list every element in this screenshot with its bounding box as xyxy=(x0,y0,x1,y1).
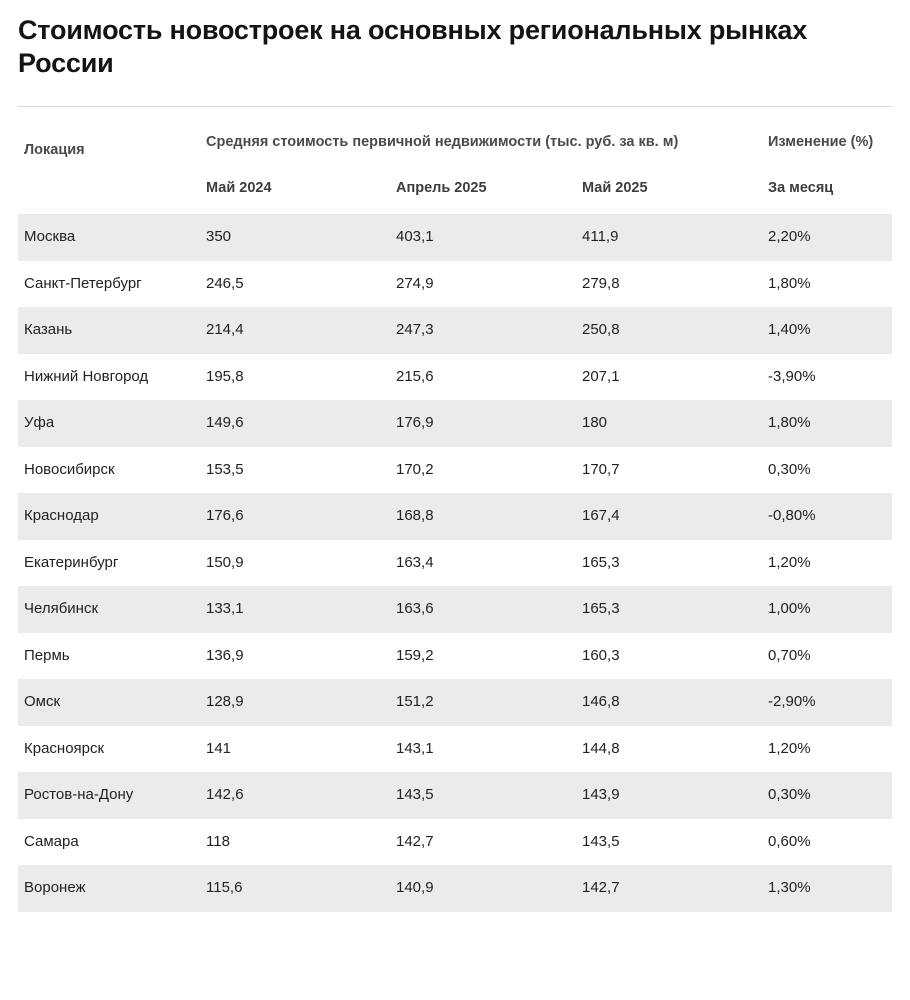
column-header-change-group: Изменение (%) xyxy=(768,133,874,150)
column-header-price-group: Средняя стоимость первичной недвижимости (тыс. руб. за кв. м) xyxy=(206,133,679,150)
cell-change: 1,20% xyxy=(768,739,811,757)
table-row xyxy=(18,447,892,494)
cell-may2025: 207,1 xyxy=(582,367,620,385)
cell-may2024: 214,4 xyxy=(206,307,396,354)
cell-change: -3,90% xyxy=(768,367,816,385)
cell-apr2025: 215,6 xyxy=(396,367,434,385)
table-row xyxy=(18,400,892,447)
table-head xyxy=(18,107,892,215)
cell-change: 0,70% xyxy=(768,646,811,664)
cell-may2024: 128,9 xyxy=(206,679,396,726)
subheader-empty xyxy=(18,166,206,214)
cell-change: 1,80% xyxy=(768,274,811,292)
cell-location: Санкт-Петербург xyxy=(24,274,142,292)
cell-may2024: 246,5 xyxy=(206,274,244,292)
cell-location: Пермь xyxy=(24,646,70,664)
subheader-apr-2025: Апрель 2025 xyxy=(396,180,487,197)
cell-location: Омск xyxy=(18,679,206,726)
cell-may2025: 146,8 xyxy=(582,679,768,726)
cell-may2025: 279,8 xyxy=(582,274,620,292)
cell-apr2025: 170,2 xyxy=(396,460,434,478)
cell-may2025: 144,8 xyxy=(582,739,620,757)
cell-apr2025: 142,7 xyxy=(396,832,434,850)
cell-may2024: 350 xyxy=(206,214,396,261)
cell-change: 1,30% xyxy=(768,865,892,912)
cell-may2024: 118 xyxy=(206,832,230,850)
table-body xyxy=(18,214,892,912)
cell-apr2025: 247,3 xyxy=(396,307,582,354)
table-group-header-row xyxy=(18,107,892,167)
cell-apr2025: 163,4 xyxy=(396,553,434,571)
table-row xyxy=(18,819,892,866)
cell-may2024: 136,9 xyxy=(206,646,244,664)
cell-may2024: 150,9 xyxy=(206,553,244,571)
cell-may2025: 165,3 xyxy=(582,553,620,571)
cell-may2024: 153,5 xyxy=(206,460,244,478)
cell-location: Краснодар xyxy=(18,493,206,540)
table-row xyxy=(18,214,892,261)
cell-may2025: 167,4 xyxy=(582,493,768,540)
cell-location: Самара xyxy=(24,832,79,850)
table-row xyxy=(18,307,892,354)
cell-may2025: 143,9 xyxy=(582,772,768,819)
cell-change: 2,20% xyxy=(768,214,892,261)
price-table xyxy=(18,107,892,912)
cell-apr2025: 143,5 xyxy=(396,772,582,819)
cell-may2025: 142,7 xyxy=(582,865,768,912)
cell-location: Нижний Новгород xyxy=(24,367,149,385)
cell-may2025: 411,9 xyxy=(582,214,768,261)
cell-may2024: 133,1 xyxy=(206,586,396,633)
cell-may2024: 115,6 xyxy=(206,865,396,912)
cell-apr2025: 274,9 xyxy=(396,274,434,292)
cell-may2024: 142,6 xyxy=(206,772,396,819)
cell-location: Уфа xyxy=(18,400,206,447)
cell-change: 0,60% xyxy=(768,832,811,850)
cell-change: 0,30% xyxy=(768,460,811,478)
table-row xyxy=(18,586,892,633)
cell-change: -2,90% xyxy=(768,679,892,726)
cell-location: Екатеринбург xyxy=(24,553,119,571)
cell-may2024: 149,6 xyxy=(206,400,396,447)
cell-may2025: 160,3 xyxy=(582,646,620,664)
cell-apr2025: 151,2 xyxy=(396,679,582,726)
cell-may2025: 143,5 xyxy=(582,832,620,850)
cell-apr2025: 403,1 xyxy=(396,214,582,261)
cell-change: 0,30% xyxy=(768,772,892,819)
cell-change: -0,80% xyxy=(768,493,892,540)
subheader-may-2024: Май 2024 xyxy=(206,180,272,197)
cell-apr2025: 159,2 xyxy=(396,646,434,664)
cell-location: Москва xyxy=(18,214,206,261)
cell-location: Ростов-на-Дону xyxy=(18,772,206,819)
table-row xyxy=(18,726,892,773)
table-row xyxy=(18,261,892,308)
table-row xyxy=(18,772,892,819)
cell-apr2025: 176,9 xyxy=(396,400,582,447)
column-header-location: Локация xyxy=(24,141,85,158)
cell-may2025: 165,3 xyxy=(582,586,768,633)
cell-change: 1,40% xyxy=(768,307,892,354)
table-row xyxy=(18,633,892,680)
cell-may2025: 250,8 xyxy=(582,307,768,354)
page-title: Стоимость новостроек на основных региональных рынках России xyxy=(18,15,808,78)
cell-location: Новосибирск xyxy=(24,460,115,478)
table-row xyxy=(18,865,892,912)
table-row xyxy=(18,354,892,401)
cell-apr2025: 163,6 xyxy=(396,586,582,633)
table-row xyxy=(18,493,892,540)
subheader-may-2025: Май 2025 xyxy=(582,180,648,197)
cell-change: 1,80% xyxy=(768,400,892,447)
cell-may2025: 170,7 xyxy=(582,460,620,478)
table-sub-header-row xyxy=(18,166,892,214)
cell-apr2025: 140,9 xyxy=(396,865,582,912)
cell-location: Воронеж xyxy=(18,865,206,912)
cell-apr2025: 143,1 xyxy=(396,739,434,757)
cell-may2024: 195,8 xyxy=(206,367,244,385)
cell-location: Челябинск xyxy=(18,586,206,633)
table-row xyxy=(18,679,892,726)
table-row xyxy=(18,540,892,587)
cell-may2025: 180 xyxy=(582,400,768,447)
cell-apr2025: 168,8 xyxy=(396,493,582,540)
subheader-month-change: За месяц xyxy=(768,180,834,197)
cell-may2024: 141 xyxy=(206,739,232,757)
cell-location: Казань xyxy=(18,307,206,354)
cell-may2024: 176,6 xyxy=(206,493,396,540)
cell-location: Красноярск xyxy=(24,739,105,757)
cell-change: 1,20% xyxy=(768,553,811,571)
cell-change: 1,00% xyxy=(768,586,892,633)
